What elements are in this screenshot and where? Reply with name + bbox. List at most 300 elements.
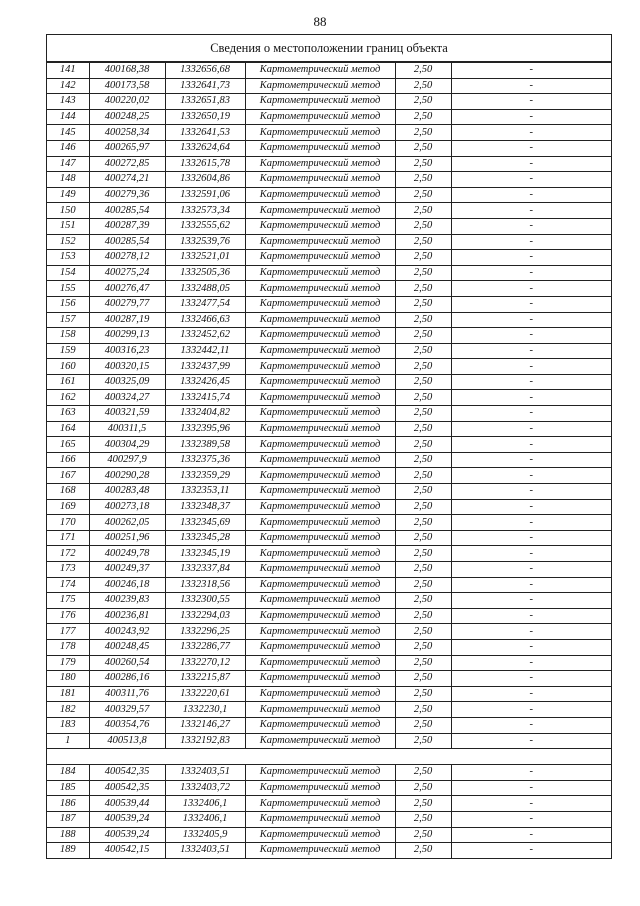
description-cell: -: [451, 452, 611, 468]
point-number-cell: 176: [47, 608, 89, 624]
y-coordinate-cell: 1332359,29: [165, 468, 245, 484]
method-cell: Картометрический метод: [245, 312, 395, 328]
y-coordinate-cell: 1332615,78: [165, 156, 245, 172]
description-cell: -: [451, 343, 611, 359]
y-coordinate-cell: 1332656,68: [165, 63, 245, 79]
x-coordinate-cell: 400285,54: [89, 234, 165, 250]
point-number-cell: 154: [47, 265, 89, 281]
table-row: [47, 717, 611, 733]
point-number-cell: 166: [47, 452, 89, 468]
method-cell: Картометрический метод: [245, 780, 395, 796]
method-cell: Картометрический метод: [245, 733, 395, 749]
point-number-cell: 159: [47, 343, 89, 359]
table-row: [47, 624, 611, 640]
x-coordinate-cell: 400260,54: [89, 655, 165, 671]
accuracy-cell: 2,50: [395, 218, 451, 234]
separator-cell: [47, 749, 611, 765]
point-number-cell: 187: [47, 811, 89, 827]
description-cell: -: [451, 546, 611, 562]
method-cell: Картометрический метод: [245, 811, 395, 827]
x-coordinate-cell: 400539,24: [89, 811, 165, 827]
x-coordinate-cell: 400321,59: [89, 406, 165, 422]
table-row: [47, 515, 611, 531]
point-number-cell: 156: [47, 296, 89, 312]
x-coordinate-cell: 400243,92: [89, 624, 165, 640]
x-coordinate-cell: 400299,13: [89, 328, 165, 344]
y-coordinate-cell: 1332591,06: [165, 187, 245, 203]
x-coordinate-cell: 400246,18: [89, 577, 165, 593]
x-coordinate-cell: 400542,35: [89, 765, 165, 781]
table-row: [47, 796, 611, 812]
y-coordinate-cell: 1332300,55: [165, 593, 245, 609]
table-row: [47, 484, 611, 500]
y-coordinate-cell: 1332641,53: [165, 125, 245, 141]
point-number-cell: 161: [47, 374, 89, 390]
point-number-cell: 144: [47, 109, 89, 125]
y-coordinate-cell: 1332345,69: [165, 515, 245, 531]
method-cell: Картометрический метод: [245, 515, 395, 531]
x-coordinate-cell: 400287,19: [89, 312, 165, 328]
method-cell: Картометрический метод: [245, 499, 395, 515]
point-number-cell: 186: [47, 796, 89, 812]
point-number-cell: 153: [47, 250, 89, 266]
x-coordinate-cell: 400248,45: [89, 639, 165, 655]
table-row: [47, 765, 611, 781]
accuracy-cell: 2,50: [395, 437, 451, 453]
table-row: [47, 686, 611, 702]
point-number-cell: 188: [47, 827, 89, 843]
table-row: [47, 78, 611, 94]
x-coordinate-cell: 400262,05: [89, 515, 165, 531]
y-coordinate-cell: 1332406,1: [165, 811, 245, 827]
table-row: [47, 172, 611, 188]
point-number-cell: 170: [47, 515, 89, 531]
x-coordinate-cell: 400236,81: [89, 608, 165, 624]
point-number-cell: 168: [47, 484, 89, 500]
x-coordinate-cell: 400286,16: [89, 671, 165, 687]
accuracy-cell: 2,50: [395, 125, 451, 141]
point-number-cell: 141: [47, 63, 89, 79]
y-coordinate-cell: 1332348,37: [165, 499, 245, 515]
method-cell: Картометрический метод: [245, 577, 395, 593]
description-cell: -: [451, 328, 611, 344]
description-cell: -: [451, 94, 611, 110]
point-number-cell: 157: [47, 312, 89, 328]
x-coordinate-cell: 400279,36: [89, 187, 165, 203]
y-coordinate-cell: 1332192,83: [165, 733, 245, 749]
y-coordinate-cell: 1332337,84: [165, 562, 245, 578]
description-cell: -: [451, 140, 611, 156]
y-coordinate-cell: 1332426,45: [165, 374, 245, 390]
table-row: [47, 328, 611, 344]
section-title: Сведения о местоположении границ объекта: [47, 35, 611, 62]
accuracy-cell: 2,50: [395, 765, 451, 781]
point-number-cell: 172: [47, 546, 89, 562]
method-cell: Картометрический метод: [245, 546, 395, 562]
description-cell: -: [451, 125, 611, 141]
accuracy-cell: 2,50: [395, 577, 451, 593]
description-cell: -: [451, 484, 611, 500]
x-coordinate-cell: 400285,54: [89, 203, 165, 219]
point-number-cell: 189: [47, 843, 89, 859]
method-cell: Картометрический метод: [245, 94, 395, 110]
point-number-cell: 155: [47, 281, 89, 297]
method-cell: Картометрический метод: [245, 796, 395, 812]
description-cell: -: [451, 78, 611, 94]
description-cell: -: [451, 172, 611, 188]
accuracy-cell: 2,50: [395, 343, 451, 359]
accuracy-cell: 2,50: [395, 281, 451, 297]
accuracy-cell: 2,50: [395, 359, 451, 375]
table-row: [47, 94, 611, 110]
description-cell: -: [451, 390, 611, 406]
point-number-cell: 178: [47, 639, 89, 655]
method-cell: Картометрический метод: [245, 78, 395, 94]
x-coordinate-cell: 400173,58: [89, 78, 165, 94]
x-coordinate-cell: 400325,09: [89, 374, 165, 390]
method-cell: Картометрический метод: [245, 296, 395, 312]
x-coordinate-cell: 400329,57: [89, 702, 165, 718]
point-number-cell: 167: [47, 468, 89, 484]
point-number-cell: 169: [47, 499, 89, 515]
method-cell: Картометрический метод: [245, 343, 395, 359]
y-coordinate-cell: 1332624,64: [165, 140, 245, 156]
description-cell: -: [451, 359, 611, 375]
method-cell: Картометрический метод: [245, 530, 395, 546]
table-row: [47, 639, 611, 655]
y-coordinate-cell: 1332345,28: [165, 530, 245, 546]
table-row: [47, 499, 611, 515]
table-row: [47, 437, 611, 453]
y-coordinate-cell: 1332415,74: [165, 390, 245, 406]
point-number-cell: 142: [47, 78, 89, 94]
point-number-cell: 184: [47, 765, 89, 781]
accuracy-cell: 2,50: [395, 63, 451, 79]
x-coordinate-cell: 400248,25: [89, 109, 165, 125]
x-coordinate-cell: 400354,76: [89, 717, 165, 733]
accuracy-cell: 2,50: [395, 265, 451, 281]
x-coordinate-cell: 400265,97: [89, 140, 165, 156]
method-cell: Картометрический метод: [245, 328, 395, 344]
x-coordinate-cell: 400290,28: [89, 468, 165, 484]
method-cell: Картометрический метод: [245, 655, 395, 671]
point-number-cell: 180: [47, 671, 89, 687]
y-coordinate-cell: 1332296,25: [165, 624, 245, 640]
accuracy-cell: 2,50: [395, 94, 451, 110]
x-coordinate-cell: 400276,47: [89, 281, 165, 297]
accuracy-cell: 2,50: [395, 328, 451, 344]
y-coordinate-cell: 1332442,11: [165, 343, 245, 359]
accuracy-cell: 2,50: [395, 296, 451, 312]
y-coordinate-cell: 1332375,36: [165, 452, 245, 468]
method-cell: Картометрический метод: [245, 686, 395, 702]
accuracy-cell: 2,50: [395, 780, 451, 796]
point-number-cell: 162: [47, 390, 89, 406]
description-cell: -: [451, 780, 611, 796]
x-coordinate-cell: 400272,85: [89, 156, 165, 172]
description-cell: -: [451, 265, 611, 281]
description-cell: -: [451, 234, 611, 250]
table-row: [47, 530, 611, 546]
table-row: [47, 343, 611, 359]
table-row: [47, 140, 611, 156]
x-coordinate-cell: 400542,15: [89, 843, 165, 859]
y-coordinate-cell: 1332318,56: [165, 577, 245, 593]
description-cell: -: [451, 717, 611, 733]
x-coordinate-cell: 400297,9: [89, 452, 165, 468]
method-cell: Картометрический метод: [245, 639, 395, 655]
description-cell: -: [451, 437, 611, 453]
accuracy-cell: 2,50: [395, 499, 451, 515]
method-cell: Картометрический метод: [245, 484, 395, 500]
description-cell: -: [451, 577, 611, 593]
table-row: [47, 203, 611, 219]
method-cell: Картометрический метод: [245, 624, 395, 640]
method-cell: Картометрический метод: [245, 359, 395, 375]
accuracy-cell: 2,50: [395, 562, 451, 578]
y-coordinate-cell: 1332406,1: [165, 796, 245, 812]
accuracy-cell: 2,50: [395, 515, 451, 531]
y-coordinate-cell: 1332452,62: [165, 328, 245, 344]
table-row: [47, 250, 611, 266]
x-coordinate-cell: 400258,34: [89, 125, 165, 141]
x-coordinate-cell: 400316,23: [89, 343, 165, 359]
y-coordinate-cell: 1332389,58: [165, 437, 245, 453]
table-row: [47, 390, 611, 406]
point-number-cell: 1: [47, 733, 89, 749]
point-number-cell: 175: [47, 593, 89, 609]
y-coordinate-cell: 1332573,34: [165, 203, 245, 219]
method-cell: Картометрический метод: [245, 843, 395, 859]
y-coordinate-cell: 1332521,01: [165, 250, 245, 266]
method-cell: Картометрический метод: [245, 827, 395, 843]
accuracy-cell: 2,50: [395, 702, 451, 718]
x-coordinate-cell: 400273,18: [89, 499, 165, 515]
table-row: [47, 671, 611, 687]
accuracy-cell: 2,50: [395, 374, 451, 390]
y-coordinate-cell: 1332555,62: [165, 218, 245, 234]
contour-separator-row: [47, 749, 611, 765]
table-row: [47, 359, 611, 375]
description-cell: -: [451, 109, 611, 125]
description-cell: -: [451, 296, 611, 312]
method-cell: Картометрический метод: [245, 218, 395, 234]
accuracy-cell: 2,50: [395, 172, 451, 188]
x-coordinate-cell: 400311,5: [89, 421, 165, 437]
y-coordinate-cell: 1332230,1: [165, 702, 245, 718]
x-coordinate-cell: 400279,77: [89, 296, 165, 312]
y-coordinate-cell: 1332395,96: [165, 421, 245, 437]
point-number-cell: 143: [47, 94, 89, 110]
x-coordinate-cell: 400251,96: [89, 530, 165, 546]
accuracy-cell: 2,50: [395, 827, 451, 843]
x-coordinate-cell: 400278,12: [89, 250, 165, 266]
description-cell: -: [451, 281, 611, 297]
table-row: [47, 296, 611, 312]
y-coordinate-cell: 1332477,54: [165, 296, 245, 312]
description-cell: -: [451, 203, 611, 219]
description-cell: -: [451, 421, 611, 437]
description-cell: -: [451, 686, 611, 702]
x-coordinate-cell: 400249,37: [89, 562, 165, 578]
x-coordinate-cell: 400168,38: [89, 63, 165, 79]
accuracy-cell: 2,50: [395, 686, 451, 702]
table-row: [47, 406, 611, 422]
y-coordinate-cell: 1332539,76: [165, 234, 245, 250]
table-row: [47, 109, 611, 125]
y-coordinate-cell: 1332146,27: [165, 717, 245, 733]
x-coordinate-cell: 400513,8: [89, 733, 165, 749]
method-cell: Картометрический метод: [245, 140, 395, 156]
point-number-cell: 150: [47, 203, 89, 219]
table-row: [47, 125, 611, 141]
table-row: [47, 234, 611, 250]
point-number-cell: 185: [47, 780, 89, 796]
y-coordinate-cell: 1332651,83: [165, 94, 245, 110]
y-coordinate-cell: 1332215,87: [165, 671, 245, 687]
accuracy-cell: 2,50: [395, 717, 451, 733]
method-cell: Картометрический метод: [245, 172, 395, 188]
accuracy-cell: 2,50: [395, 109, 451, 125]
table-row: [47, 780, 611, 796]
x-coordinate-cell: 400542,35: [89, 780, 165, 796]
table-row: [47, 468, 611, 484]
accuracy-cell: 2,50: [395, 796, 451, 812]
description-cell: -: [451, 530, 611, 546]
method-cell: Картометрический метод: [245, 390, 395, 406]
description-cell: -: [451, 187, 611, 203]
y-coordinate-cell: 1332505,36: [165, 265, 245, 281]
method-cell: Картометрический метод: [245, 203, 395, 219]
point-number-cell: 177: [47, 624, 89, 640]
point-number-cell: 152: [47, 234, 89, 250]
x-coordinate-cell: 400239,83: [89, 593, 165, 609]
accuracy-cell: 2,50: [395, 421, 451, 437]
accuracy-cell: 2,50: [395, 546, 451, 562]
point-number-cell: 164: [47, 421, 89, 437]
x-coordinate-cell: 400274,21: [89, 172, 165, 188]
method-cell: Картометрический метод: [245, 234, 395, 250]
y-coordinate-cell: 1332650,19: [165, 109, 245, 125]
x-coordinate-cell: 400539,44: [89, 796, 165, 812]
method-cell: Картометрический метод: [245, 437, 395, 453]
table-row: [47, 811, 611, 827]
accuracy-cell: 2,50: [395, 234, 451, 250]
y-coordinate-cell: 1332466,63: [165, 312, 245, 328]
table-row: [47, 156, 611, 172]
point-number-cell: 179: [47, 655, 89, 671]
table-row: [47, 608, 611, 624]
coordinates-table: [47, 62, 611, 859]
accuracy-cell: 2,50: [395, 733, 451, 749]
description-cell: -: [451, 827, 611, 843]
table-row: [47, 452, 611, 468]
method-cell: Картометрический метод: [245, 109, 395, 125]
y-coordinate-cell: 1332488,05: [165, 281, 245, 297]
accuracy-cell: 2,50: [395, 390, 451, 406]
accuracy-cell: 2,50: [395, 624, 451, 640]
accuracy-cell: 2,50: [395, 203, 451, 219]
method-cell: Картометрический метод: [245, 702, 395, 718]
description-cell: -: [451, 156, 611, 172]
y-coordinate-cell: 1332270,12: [165, 655, 245, 671]
description-cell: -: [451, 811, 611, 827]
description-cell: -: [451, 468, 611, 484]
description-cell: -: [451, 624, 611, 640]
method-cell: Картометрический метод: [245, 717, 395, 733]
method-cell: Картометрический метод: [245, 421, 395, 437]
method-cell: Картометрический метод: [245, 63, 395, 79]
accuracy-cell: 2,50: [395, 140, 451, 156]
method-cell: Картометрический метод: [245, 125, 395, 141]
accuracy-cell: 2,50: [395, 593, 451, 609]
point-number-cell: 146: [47, 140, 89, 156]
table-row: [47, 63, 611, 79]
table-row: [47, 655, 611, 671]
y-coordinate-cell: 1332286,77: [165, 639, 245, 655]
point-number-cell: 183: [47, 717, 89, 733]
method-cell: Картометрический метод: [245, 765, 395, 781]
accuracy-cell: 2,50: [395, 468, 451, 484]
table-row: [47, 265, 611, 281]
method-cell: Картометрический метод: [245, 608, 395, 624]
point-number-cell: 173: [47, 562, 89, 578]
method-cell: Картометрический метод: [245, 468, 395, 484]
page-number: 88: [313, 14, 327, 29]
boundary-table-sheet: [46, 34, 612, 859]
accuracy-cell: 2,50: [395, 811, 451, 827]
y-coordinate-cell: 1332403,51: [165, 765, 245, 781]
y-coordinate-cell: 1332437,99: [165, 359, 245, 375]
table-row: [47, 733, 611, 749]
method-cell: Картометрический метод: [245, 406, 395, 422]
method-cell: Картометрический метод: [245, 281, 395, 297]
table-row: [47, 421, 611, 437]
point-number-cell: 151: [47, 218, 89, 234]
accuracy-cell: 2,50: [395, 608, 451, 624]
accuracy-cell: 2,50: [395, 187, 451, 203]
y-coordinate-cell: 1332405,9: [165, 827, 245, 843]
accuracy-cell: 2,50: [395, 484, 451, 500]
accuracy-cell: 2,50: [395, 250, 451, 266]
description-cell: -: [451, 593, 611, 609]
description-cell: -: [451, 406, 611, 422]
y-coordinate-cell: 1332353,11: [165, 484, 245, 500]
method-cell: Картометрический метод: [245, 250, 395, 266]
x-coordinate-cell: 400249,78: [89, 546, 165, 562]
point-number-cell: 148: [47, 172, 89, 188]
method-cell: Картометрический метод: [245, 593, 395, 609]
method-cell: Картометрический метод: [245, 452, 395, 468]
x-coordinate-cell: 400283,48: [89, 484, 165, 500]
method-cell: Картометрический метод: [245, 671, 395, 687]
point-number-cell: 171: [47, 530, 89, 546]
table-row: [47, 702, 611, 718]
accuracy-cell: 2,50: [395, 406, 451, 422]
y-coordinate-cell: 1332294,03: [165, 608, 245, 624]
accuracy-cell: 2,50: [395, 312, 451, 328]
method-cell: Картометрический метод: [245, 562, 395, 578]
accuracy-cell: 2,50: [395, 639, 451, 655]
table-row: [47, 843, 611, 859]
table-row: [47, 374, 611, 390]
description-cell: -: [451, 250, 611, 266]
x-coordinate-cell: 400275,24: [89, 265, 165, 281]
description-cell: -: [451, 843, 611, 859]
y-coordinate-cell: 1332604,86: [165, 172, 245, 188]
description-cell: -: [451, 608, 611, 624]
point-number-cell: 181: [47, 686, 89, 702]
